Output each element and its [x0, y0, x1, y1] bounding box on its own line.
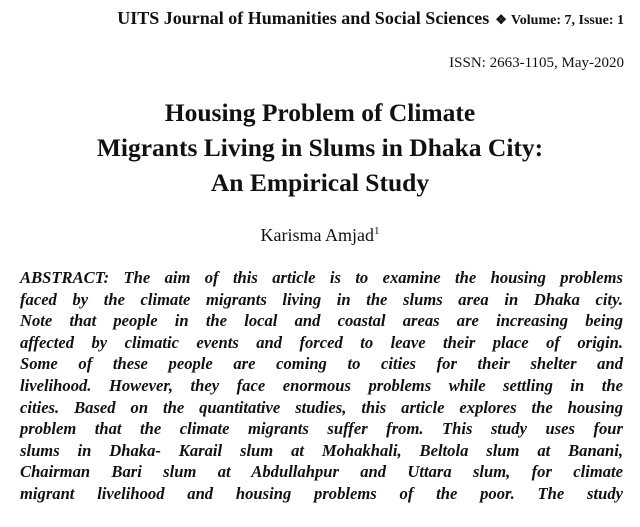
abstract-line: Some of these people are coming to cities for their shelter and — [20, 354, 623, 374]
journal-header — [16, 8, 624, 29]
author-name: Karisma Amjad — [260, 225, 374, 245]
abstract-line: Note that people in the local and coastal areas are increasing being — [20, 311, 623, 331]
abstract-line: slums in Dhaka- Karail slum at Mohakhali, Beltola slum at Banani, — [20, 440, 623, 460]
abstract-line: ABSTRACT: The aim of this article is to examine the housing problems — [20, 268, 623, 287]
abstract-line: cities. Based on the quantitative studies, this article explores the housing — [20, 397, 623, 417]
abstract-line: Chairman Bari slum at Abdullahpur and Uttara slum, for climate — [20, 462, 623, 482]
abstract-line: affected by climatic events and forced to leave their place of origin. — [20, 332, 623, 352]
title-line: Migrants Living in Slums in Dhaka City: — [96, 133, 544, 162]
abstract-line: problem that the climate migrants suffer from. This study uses four — [20, 419, 623, 439]
author-footnote-marker: 1 — [373, 225, 380, 237]
diamond-icon: ❖ — [495, 12, 507, 27]
article-title — [0, 95, 640, 200]
abstract-line: migrant livelihood and housing problems of the poor. The study — [20, 483, 623, 503]
title-line: Housing Problem of Climate — [164, 98, 476, 127]
volume-issue: Volume: 7, Issue: 1 — [510, 13, 624, 28]
journal-name: UITS Journal of Humanities and Social Sciences — [117, 8, 490, 28]
abstract-line: faced by the climate migrants living in the slums area in Dhaka city. — [20, 289, 623, 309]
abstract-line: livelihood. However, they face enormous problems while settling in the — [20, 375, 623, 395]
title-line: An Empirical Study — [210, 168, 430, 197]
issn-date: ISSN: 2663-1105, May-2020 — [449, 55, 624, 71]
abstract — [20, 267, 623, 505]
author-line — [0, 225, 640, 246]
